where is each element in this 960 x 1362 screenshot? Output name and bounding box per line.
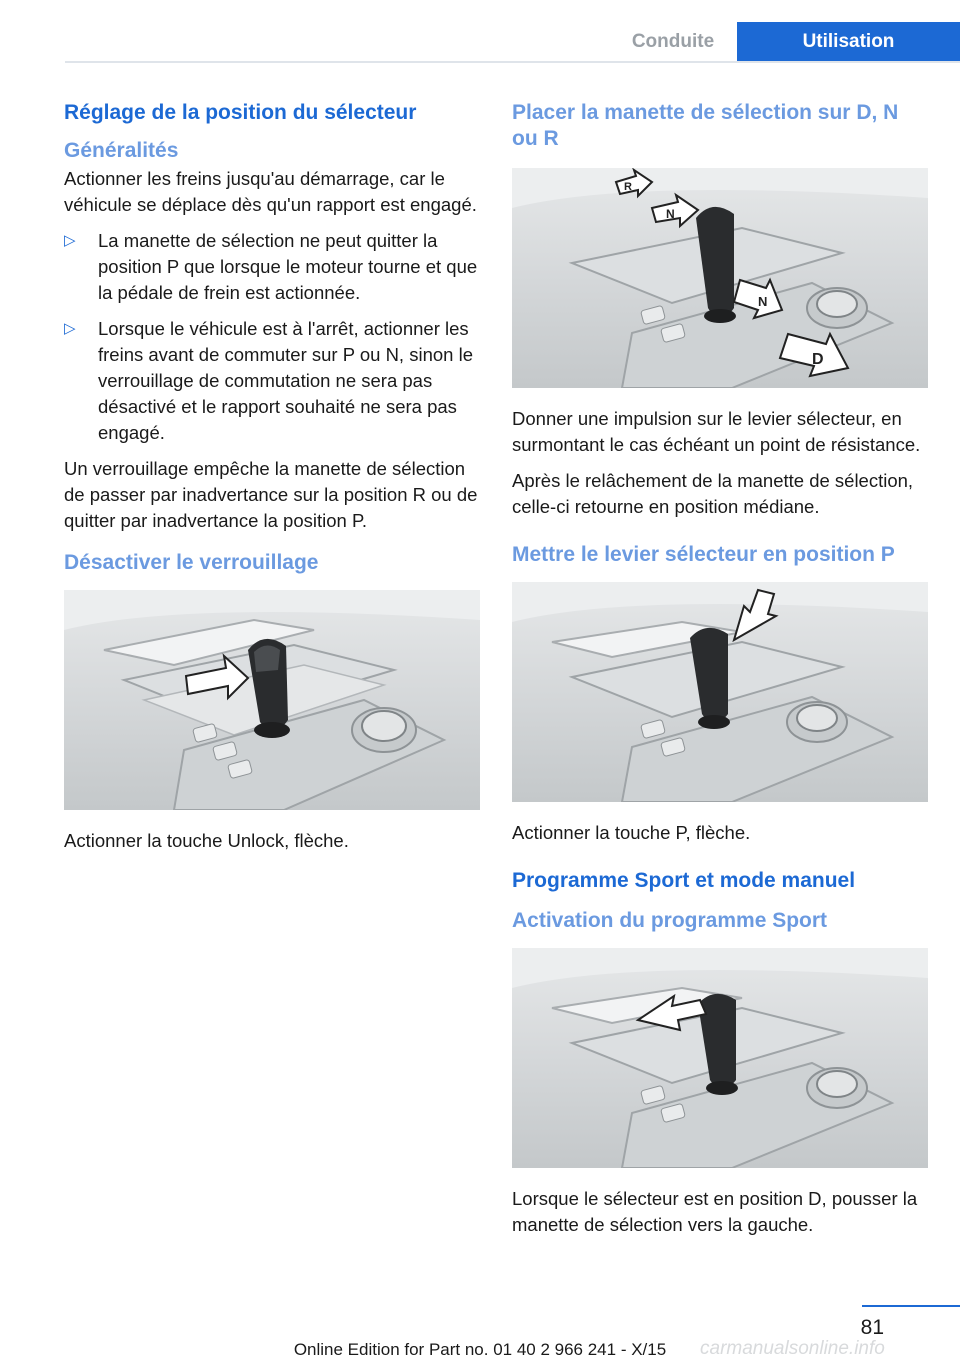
header-divider — [65, 61, 960, 63]
subheading-deactivate-lock: Désactiver le verrouillage — [64, 551, 319, 574]
page-number: 81 — [860, 1316, 884, 1339]
caption-p-button: Actionner la touche P, flèche. — [512, 822, 751, 843]
subheading-place-selector-dnr: Placer la manette de sélection sur D, N ou R — [512, 101, 899, 150]
paragraph-release: Après le relâchement de la manette de sélection, celle-ci retourne en position médiane. — [512, 470, 914, 517]
subheading-generalites: Généralités — [64, 139, 179, 162]
label-r: R — [624, 181, 632, 193]
label-d: D — [812, 351, 824, 368]
paragraph-impulse: Donner une impulsion sur le levier sélecteur, en surmontant le cas échéant un point de résistance. — [512, 408, 921, 455]
tab-utilisation[interactable]: Utilisation — [737, 22, 960, 62]
left-column — [64, 100, 480, 864]
figure-dnr-positions — [512, 168, 928, 388]
tab-conduite[interactable]: Conduite — [631, 31, 715, 52]
gear-selector-p-illustration — [512, 582, 928, 802]
label-n-bottom: N — [758, 294, 768, 309]
paragraph-lock: Un verrouillage empêche la manette de sélection de passer par inadvertance sur la position R ou de quitter par inadvertance la position P. — [64, 458, 478, 531]
gear-selector-illustration — [64, 590, 480, 810]
list-item — [64, 316, 480, 446]
caption-sport-mode: Lorsque le sélecteur est en position D, pousser la manette de sélection vers la gauche. — [512, 1188, 918, 1235]
list-item — [64, 228, 480, 306]
watermark-text: carmanualsonline.info — [700, 1338, 885, 1359]
figure-p-button — [512, 582, 928, 802]
bullet-text: Lorsque le véhicule est à l'arrêt, actionner les freins avant de commuter sur P ou N, sinon le verrouillage de commutation ne sera pas désactivé et le rapport souhaité ne sera pas engagé. — [98, 318, 473, 443]
figure-unlock-button — [64, 590, 480, 810]
figure-sport-mode — [512, 948, 928, 1168]
section-heading-selector-position: Réglage de la position du sélecteur — [64, 101, 417, 124]
bullet-list — [64, 228, 480, 446]
triangle-bullet-icon: ▷ — [64, 320, 76, 337]
bullet-text: La manette de sélection ne peut quitter la position P que lorsque le moteur tourne et que la pédale de frein est actionnée. — [98, 230, 478, 303]
footer-divider — [862, 1305, 960, 1307]
section-heading-sport-manual: Programme Sport et mode manuel — [512, 869, 856, 892]
label-n-top: N — [666, 207, 675, 221]
paragraph-brakes: Actionner les freins jusqu'au démarrage, car le véhicule se déplace dès qu'un rapport est engagé. — [64, 168, 477, 215]
page-header — [0, 0, 960, 62]
subheading-sport-activation: Activation du programme Sport — [512, 909, 828, 932]
gear-selector-sport-illustration — [512, 948, 928, 1168]
gear-selector-dnr-illustration — [512, 168, 928, 388]
footer-edition: Online Edition for Part no. 01 40 2 966 241 - X/15 — [293, 1340, 667, 1359]
triangle-bullet-icon: ▷ — [64, 232, 76, 249]
subheading-position-p: Mettre le levier sélecteur en position P — [512, 543, 895, 566]
right-column — [512, 100, 928, 1248]
caption-unlock: Actionner la touche Unlock, flèche. — [64, 830, 349, 851]
